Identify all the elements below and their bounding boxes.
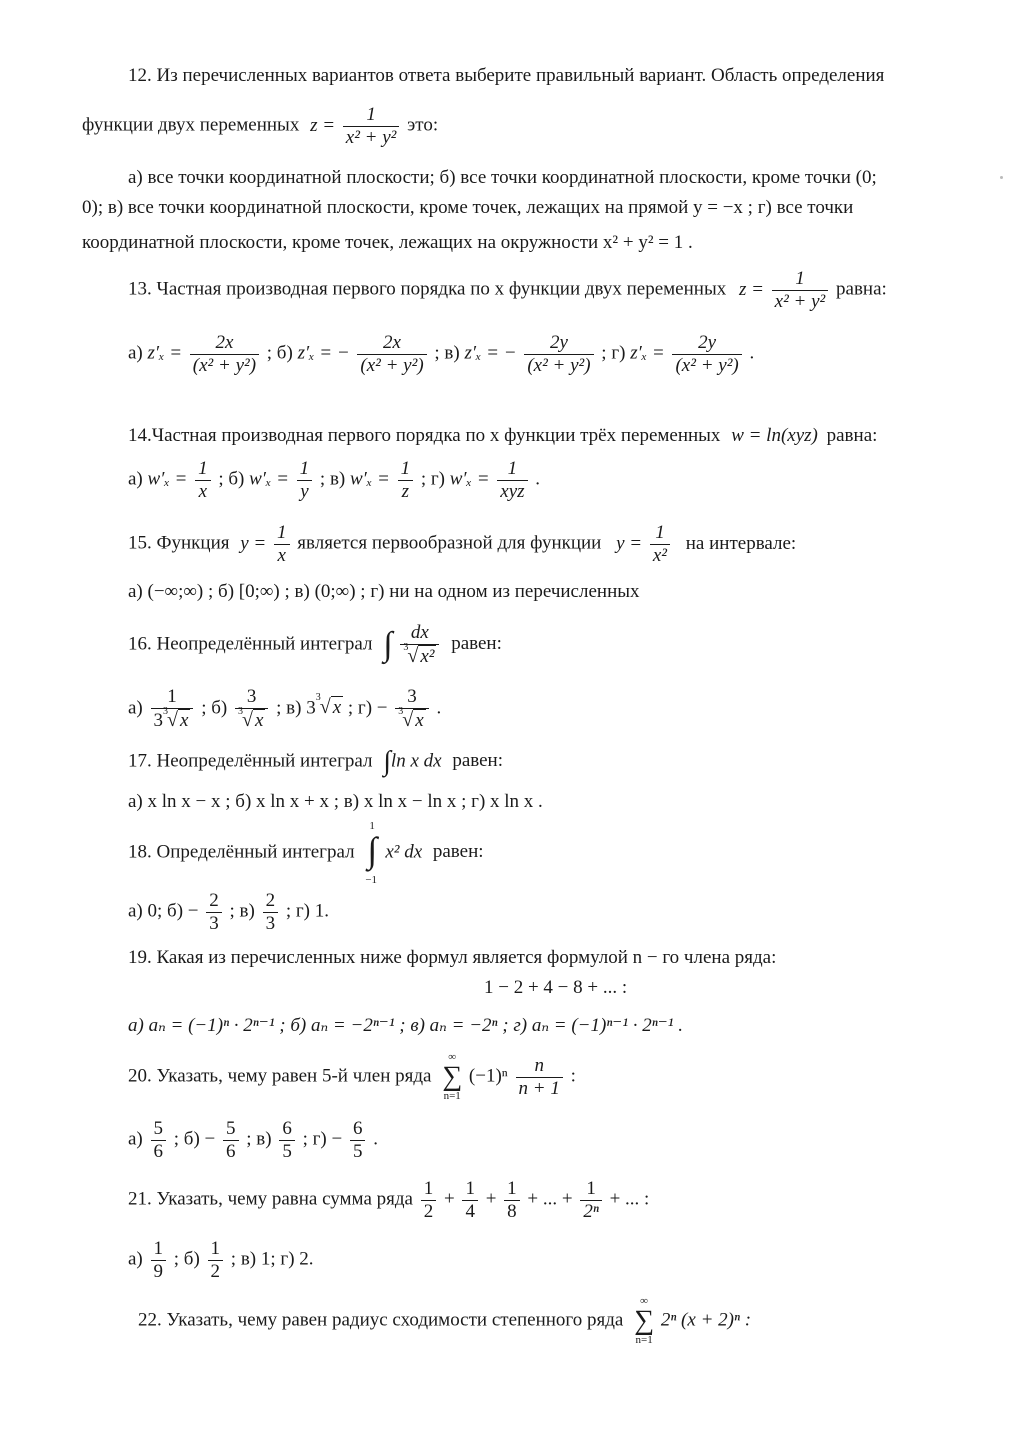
q13-b-label: ; б) — [266, 342, 293, 364]
q14-a-fraction — [195, 458, 211, 503]
q20-sum-sign-icon: ∑ — [442, 1061, 463, 1092]
q12-line2 — [82, 104, 438, 149]
q14-b-label: ; б) — [218, 468, 245, 490]
q16-fraction — [400, 622, 439, 668]
q13-c-num: 2y — [524, 332, 593, 355]
q21-quarter-den: 4 — [465, 1200, 475, 1222]
q18-c-den: 3 — [265, 912, 276, 934]
q13-end: . — [749, 342, 755, 364]
q12-frac-den: x² + y² — [345, 126, 397, 148]
q14-d-den: xyz — [500, 480, 525, 502]
q13-frac-num: 1 — [772, 268, 829, 291]
q16-a-root-index: √ 3 — [163, 705, 169, 717]
q13-a-label: а) — [128, 342, 143, 364]
q19-series: 1 − 2 + 4 − 8 + ... : — [484, 977, 628, 998]
q12-line1: 12. Из перечисленных вариантов ответа выберите правильный вариант. Область определения — [128, 65, 885, 86]
q22-sum — [634, 1296, 654, 1346]
q18-upper-limit: 1 — [369, 820, 375, 832]
q12-line4: 0); в) все точки координатной плоскости, кроме точек, лежащих на прямой y = −x ; г) все точки — [82, 197, 854, 218]
q14-a-den: x — [198, 480, 208, 502]
q16-question — [128, 622, 502, 668]
q13-b-fraction — [357, 332, 426, 377]
q18-b-fraction — [206, 890, 222, 935]
q16-a-fraction — [151, 686, 194, 732]
q18-integrand: x² dx — [385, 841, 423, 863]
q17-question — [128, 748, 503, 776]
q12-line2-pre: функции двух переменных — [82, 114, 300, 136]
q12-frac-num: 1 — [343, 104, 400, 127]
q21-general-den: 2ⁿ — [583, 1200, 599, 1222]
q12-line3: а) все точки координатной плоскости; б) все точки координатной плоскости, кроме точки (0; — [128, 167, 877, 188]
q14-end: . — [535, 468, 541, 490]
q16-b-label: ; б) — [201, 697, 228, 719]
q14-a-num: 1 — [195, 458, 211, 481]
q18-integral-sign-icon: ∫ — [367, 830, 378, 870]
q20-end: . — [373, 1128, 378, 1150]
q18-post: равен: — [432, 841, 484, 863]
q20-sum-upper: ∞ — [448, 1051, 457, 1063]
q21-plus-1: + — [443, 1188, 455, 1210]
q13-d-label: ; г) — [601, 342, 626, 364]
q15-fraction-2 — [650, 522, 670, 567]
q17-pre: 17. Неопределённый интеграл — [128, 750, 373, 772]
q13-a-den: (x² + y²) — [192, 354, 257, 376]
q21-quarter-num: 1 — [462, 1178, 478, 1201]
q20-a-den: 6 — [153, 1140, 164, 1162]
q15-y-eq2: y = — [616, 532, 643, 554]
q14-c-den: z — [401, 480, 410, 502]
q21-eighth-num: 1 — [504, 1178, 520, 1201]
q20-d-num: 6 — [350, 1118, 366, 1141]
q22-sum-upper: ∞ — [640, 1295, 649, 1307]
q12-line2-post: это: — [407, 114, 439, 136]
q20-question — [128, 1052, 576, 1102]
q15-pre: 15. Функция — [128, 532, 230, 554]
q20-a-fraction — [151, 1118, 167, 1163]
q16-c-label: ; в) 3 — [276, 697, 316, 719]
q20-d-fraction — [350, 1118, 366, 1163]
q16-d-num: 3 — [395, 686, 428, 709]
q21-b-den: 2 — [210, 1260, 221, 1282]
q16-radicand: x² — [420, 645, 435, 667]
q17-post: равен: — [452, 750, 504, 772]
q21-a-label: а) — [128, 1248, 143, 1270]
q16-frac-num: dx — [400, 622, 439, 645]
q16-d-root — [398, 705, 425, 732]
q12-z-eq: z = — [310, 114, 336, 136]
q20-c-label: ; в) — [246, 1128, 272, 1150]
q16-d-fraction — [395, 686, 428, 732]
q16-d-radicand: x — [415, 709, 424, 731]
q21-half-num: 1 — [421, 1178, 437, 1201]
q21-frac-half — [421, 1178, 437, 1223]
q15-mid: является первообразной для функции — [297, 532, 602, 554]
q21-a-num: 1 — [151, 1238, 167, 1261]
q13-c-fraction — [524, 332, 593, 377]
q20-b-den: 6 — [226, 1140, 236, 1162]
q22-sum-sign-icon: ∑ — [634, 1305, 655, 1336]
q20-a-num: 5 — [151, 1118, 167, 1141]
q16-cube-root — [403, 641, 436, 668]
q20-term: (−1)ⁿ — [468, 1065, 508, 1087]
q19-answers: а) aₙ = (−1)ⁿ · 2ⁿ⁻¹ ; б) aₙ = −2ⁿ⁻¹ ; в) aₙ = −2ⁿ ; г) aₙ = (−1)ⁿ⁻¹ · 2ⁿ⁻¹ . — [128, 1015, 683, 1036]
q15-frac2-num: 1 — [650, 522, 670, 545]
q13-c-den: (x² + y²) — [527, 354, 591, 376]
q13-z-eq: z = — [738, 278, 764, 300]
q13-a-fraction — [190, 332, 259, 377]
q13-question — [128, 268, 887, 313]
q16-b-root — [237, 705, 265, 732]
q14-c-label: ; в) — [319, 468, 346, 490]
q21-frac-quarter — [462, 1178, 478, 1223]
q14-d-fraction — [497, 458, 527, 503]
q20-d-label: ; г) − — [302, 1128, 343, 1150]
q21-b-fraction — [208, 1238, 224, 1283]
q18-answers — [128, 890, 329, 935]
q15-fraction-1 — [274, 522, 290, 567]
q19-question: 19. Какая из перечисленных ниже формул является формулой n − го члена ряда: — [128, 947, 777, 968]
q16-b-den — [235, 705, 268, 732]
q18-definite-integral — [365, 820, 385, 887]
q16-a-radicand: x — [180, 709, 189, 731]
q18-c-fraction — [263, 890, 279, 935]
q21-general-num: 1 — [580, 1178, 601, 1201]
q16-c-root — [315, 692, 343, 720]
q13-post: равна: — [836, 278, 887, 300]
q13-d-fraction — [672, 332, 741, 377]
q20-frac-den: n + 1 — [518, 1077, 560, 1099]
q14-c-fraction — [398, 458, 414, 503]
q22-term: 2ⁿ (x + 2)ⁿ : — [660, 1309, 752, 1331]
q16-c-root-index: √ 3 — [315, 692, 321, 704]
q20-frac-num: n — [516, 1055, 563, 1078]
q21-question — [128, 1178, 649, 1223]
q12-line5: координатной плоскости, кроме точек, лежащих на окружности x² + y² = 1 . — [82, 232, 693, 253]
q13-text: 13. Частная производная первого порядка по x функции двух переменных — [128, 278, 727, 300]
q14-post: равна: — [826, 425, 878, 446]
q16-a-root — [163, 705, 190, 732]
q21-dots: + ... + — [527, 1188, 573, 1210]
q18-a-label: а) 0; б) − — [128, 900, 199, 922]
q14-c-num: 1 — [398, 458, 414, 481]
q18-c-num: 2 — [263, 890, 279, 913]
q17-integrand: ln x dx — [390, 750, 442, 772]
q21-b-label: ; б) — [173, 1248, 200, 1270]
q16-b-root-index: √ 3 — [237, 705, 243, 717]
q15-question — [128, 522, 796, 567]
q12-fraction — [343, 104, 400, 149]
q16-a-coef: 3 — [153, 709, 164, 731]
q14-d-lhs: w′ₓ = — [449, 468, 490, 490]
q16-root-index: √ 3 — [403, 641, 409, 653]
q14-text: 14.Частная производная первого порядка по x функции трёх переменных — [128, 425, 721, 446]
q16-b-radicand: x — [254, 709, 264, 731]
q16-d-den — [395, 705, 428, 732]
q21-half-den: 2 — [423, 1200, 434, 1222]
q20-d-den: 5 — [352, 1140, 363, 1162]
q20-fraction — [516, 1055, 563, 1100]
q16-frac-den — [400, 641, 439, 668]
q18-lower-limit: −1 — [365, 874, 378, 887]
q13-d-den: (x² + y²) — [675, 354, 739, 376]
q13-c-label: ; в) — [434, 342, 460, 364]
q20-b-fraction — [223, 1118, 239, 1163]
q16-d-label: ; г) − — [347, 697, 388, 719]
q14-b-den: y — [300, 480, 309, 502]
q14-d-num: 1 — [497, 458, 527, 481]
q17-answers: а) x ln x − x ; б) x ln x + x ; в) x ln x − ln x ; г) x ln x . — [128, 791, 543, 812]
q22-question — [138, 1296, 751, 1346]
q16-integral-sign-icon: ∫ — [383, 625, 393, 663]
q16-c-radicand: x — [332, 697, 342, 719]
q18-b-den: 3 — [209, 912, 219, 934]
q21-eighth-den: 8 — [507, 1200, 517, 1222]
q15-answers: а) (−∞;∞) ; б) [0;∞) ; в) (0;∞) ; г) ни на одном из перечисленных — [128, 581, 640, 602]
q14-a-label: а) — [128, 468, 143, 490]
q14-answers — [128, 458, 540, 503]
q20-sum — [442, 1052, 462, 1102]
q14-formula: w = ln(xyz) — [731, 425, 818, 446]
q14-question — [128, 424, 877, 448]
q21-answers — [128, 1238, 314, 1283]
q15-y-eq: y = — [240, 532, 267, 554]
q21-tail: + ... : — [609, 1188, 650, 1210]
scan-speck — [1000, 176, 1003, 179]
q14-b-lhs: w′ₓ = — [249, 468, 289, 490]
q13-fraction — [772, 268, 829, 313]
q13-d-num: 2y — [672, 332, 741, 355]
q21-a-den: 9 — [153, 1260, 164, 1282]
q14-b-num: 1 — [297, 458, 313, 481]
q20-sum-lower: n=1 — [443, 1090, 461, 1102]
q16-a-label: а) — [128, 697, 143, 719]
q16-post: равен: — [451, 633, 502, 655]
q15-frac1-den: x — [277, 544, 286, 566]
q20-c-den: 5 — [282, 1140, 292, 1162]
q16-pre: 16. Неопределённый интеграл — [128, 633, 373, 655]
q16-a-den — [151, 705, 194, 732]
q16-answers — [128, 686, 441, 732]
q16-end: . — [436, 697, 442, 719]
q21-pre: 21. Указать, чему равна сумма ряда — [128, 1188, 413, 1210]
q22-sum-lower: n=1 — [635, 1334, 653, 1346]
q13-answers — [128, 332, 754, 377]
q14-c-lhs: w′ₓ = — [350, 468, 390, 490]
q17-integral-sign-icon: ∫ — [383, 746, 391, 777]
q21-plus-2: + — [485, 1188, 497, 1210]
q21-frac-general — [580, 1178, 601, 1223]
q20-b-num: 5 — [223, 1118, 239, 1141]
q14-a-lhs: w′ₓ = — [147, 468, 188, 490]
q20-c-num: 6 — [279, 1118, 295, 1141]
q13-b-lhs: z′ₓ = − — [297, 342, 350, 364]
q21-rest: ; в) 1; г) 2. — [230, 1248, 314, 1270]
q13-b-num: 2x — [357, 332, 426, 355]
q21-b-num: 1 — [208, 1238, 224, 1261]
q16-a-num: 1 — [151, 686, 194, 709]
q22-pre: 22. Указать, чему равен радиус сходимости степенного ряда — [138, 1309, 624, 1331]
q18-question — [128, 820, 484, 887]
q15-frac1-num: 1 — [274, 522, 290, 545]
q20-post: : — [570, 1065, 576, 1087]
q13-d-lhs: z′ₓ = — [630, 342, 665, 364]
q18-b-num: 2 — [206, 890, 222, 913]
q18-d-label: ; г) 1. — [285, 900, 329, 922]
q16-d-root-index: √ 3 — [398, 705, 404, 717]
q13-frac-den: x² + y² — [774, 290, 826, 312]
q21-a-fraction — [151, 1238, 167, 1283]
q21-frac-eighth — [504, 1178, 520, 1223]
q13-a-lhs: z′ₓ = — [147, 342, 183, 364]
q18-pre: 18. Определённый интеграл — [128, 841, 355, 863]
q20-a-label: а) — [128, 1128, 143, 1150]
q20-pre: 20. Указать, чему равен 5-й член ряда — [128, 1065, 432, 1087]
q20-b-label: ; б) − — [173, 1128, 216, 1150]
q15-post: на интервале: — [685, 532, 797, 554]
q18-c-label: ; в) — [229, 900, 255, 922]
q15-frac2-den: x² — [652, 544, 668, 566]
q20-c-fraction — [279, 1118, 295, 1163]
q13-b-den: (x² + y²) — [360, 354, 424, 376]
q13-a-num: 2x — [190, 332, 259, 355]
q16-b-fraction — [235, 686, 268, 732]
q14-b-fraction — [297, 458, 313, 503]
q16-b-num: 3 — [235, 686, 268, 709]
q13-c-lhs: z′ₓ = − — [464, 342, 517, 364]
q14-d-label: ; г) — [420, 468, 445, 490]
q20-answers — [128, 1118, 378, 1163]
